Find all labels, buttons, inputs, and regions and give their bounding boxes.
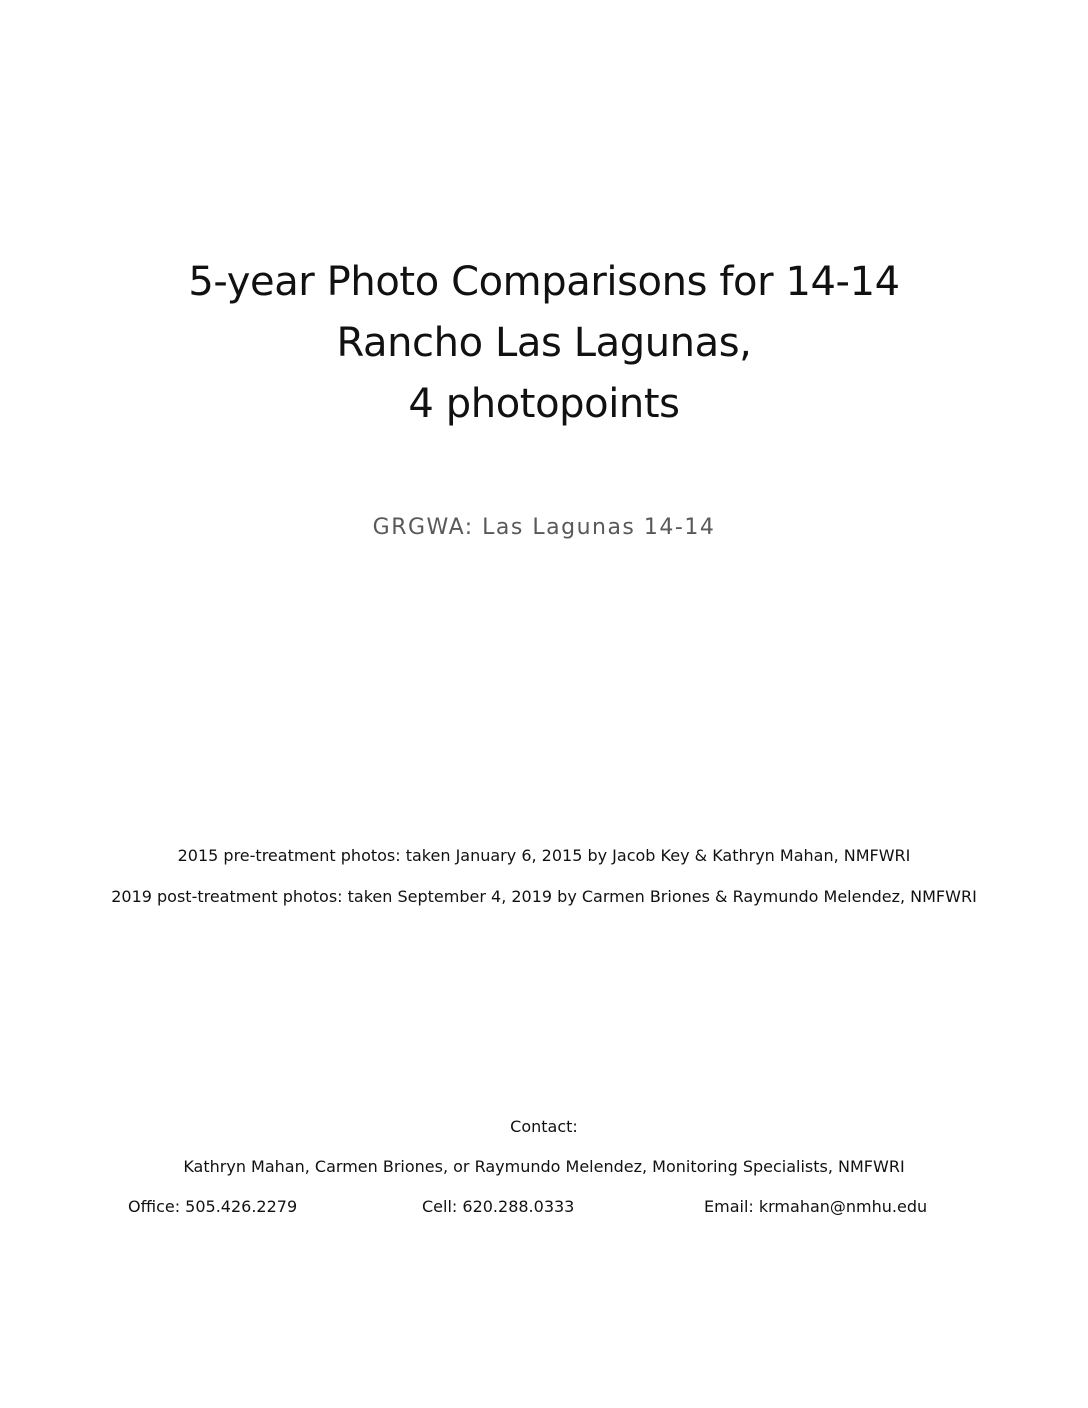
- office-phone: Office: 505.426.2279: [128, 1197, 298, 1216]
- page-title: [0, 252, 1088, 435]
- contact-email: Email: krmahan@nmhu.edu: [704, 1197, 928, 1216]
- title-line-1: 5-year Photo Comparisons for 14-14: [188, 259, 900, 305]
- pre-treatment-credit: 2015 pre-treatment photos: taken January 6, 2015 by Jacob Key & Kathryn Mahan, NMFWRI: [177, 846, 911, 865]
- cell-phone: Cell: 620.288.0333: [422, 1197, 575, 1216]
- photo-credits: [100, 843, 988, 925]
- contact-label: Contact:: [510, 1117, 578, 1136]
- contact-names: Kathryn Mahan, Carmen Briones, or Raymundo Melendez, Monitoring Specialists, NMFWRI: [183, 1157, 905, 1176]
- title-line-2: Rancho Las Lagunas,: [336, 320, 752, 366]
- post-treatment-credit: 2019 post-treatment photos: taken September 4, 2019 by Carmen Briones & Raymundo Melendez, NMFWRI: [111, 887, 977, 906]
- title-line-3: 4 photopoints: [408, 381, 680, 427]
- page-subtitle: GRGWA: Las Lagunas 14-14: [372, 515, 716, 540]
